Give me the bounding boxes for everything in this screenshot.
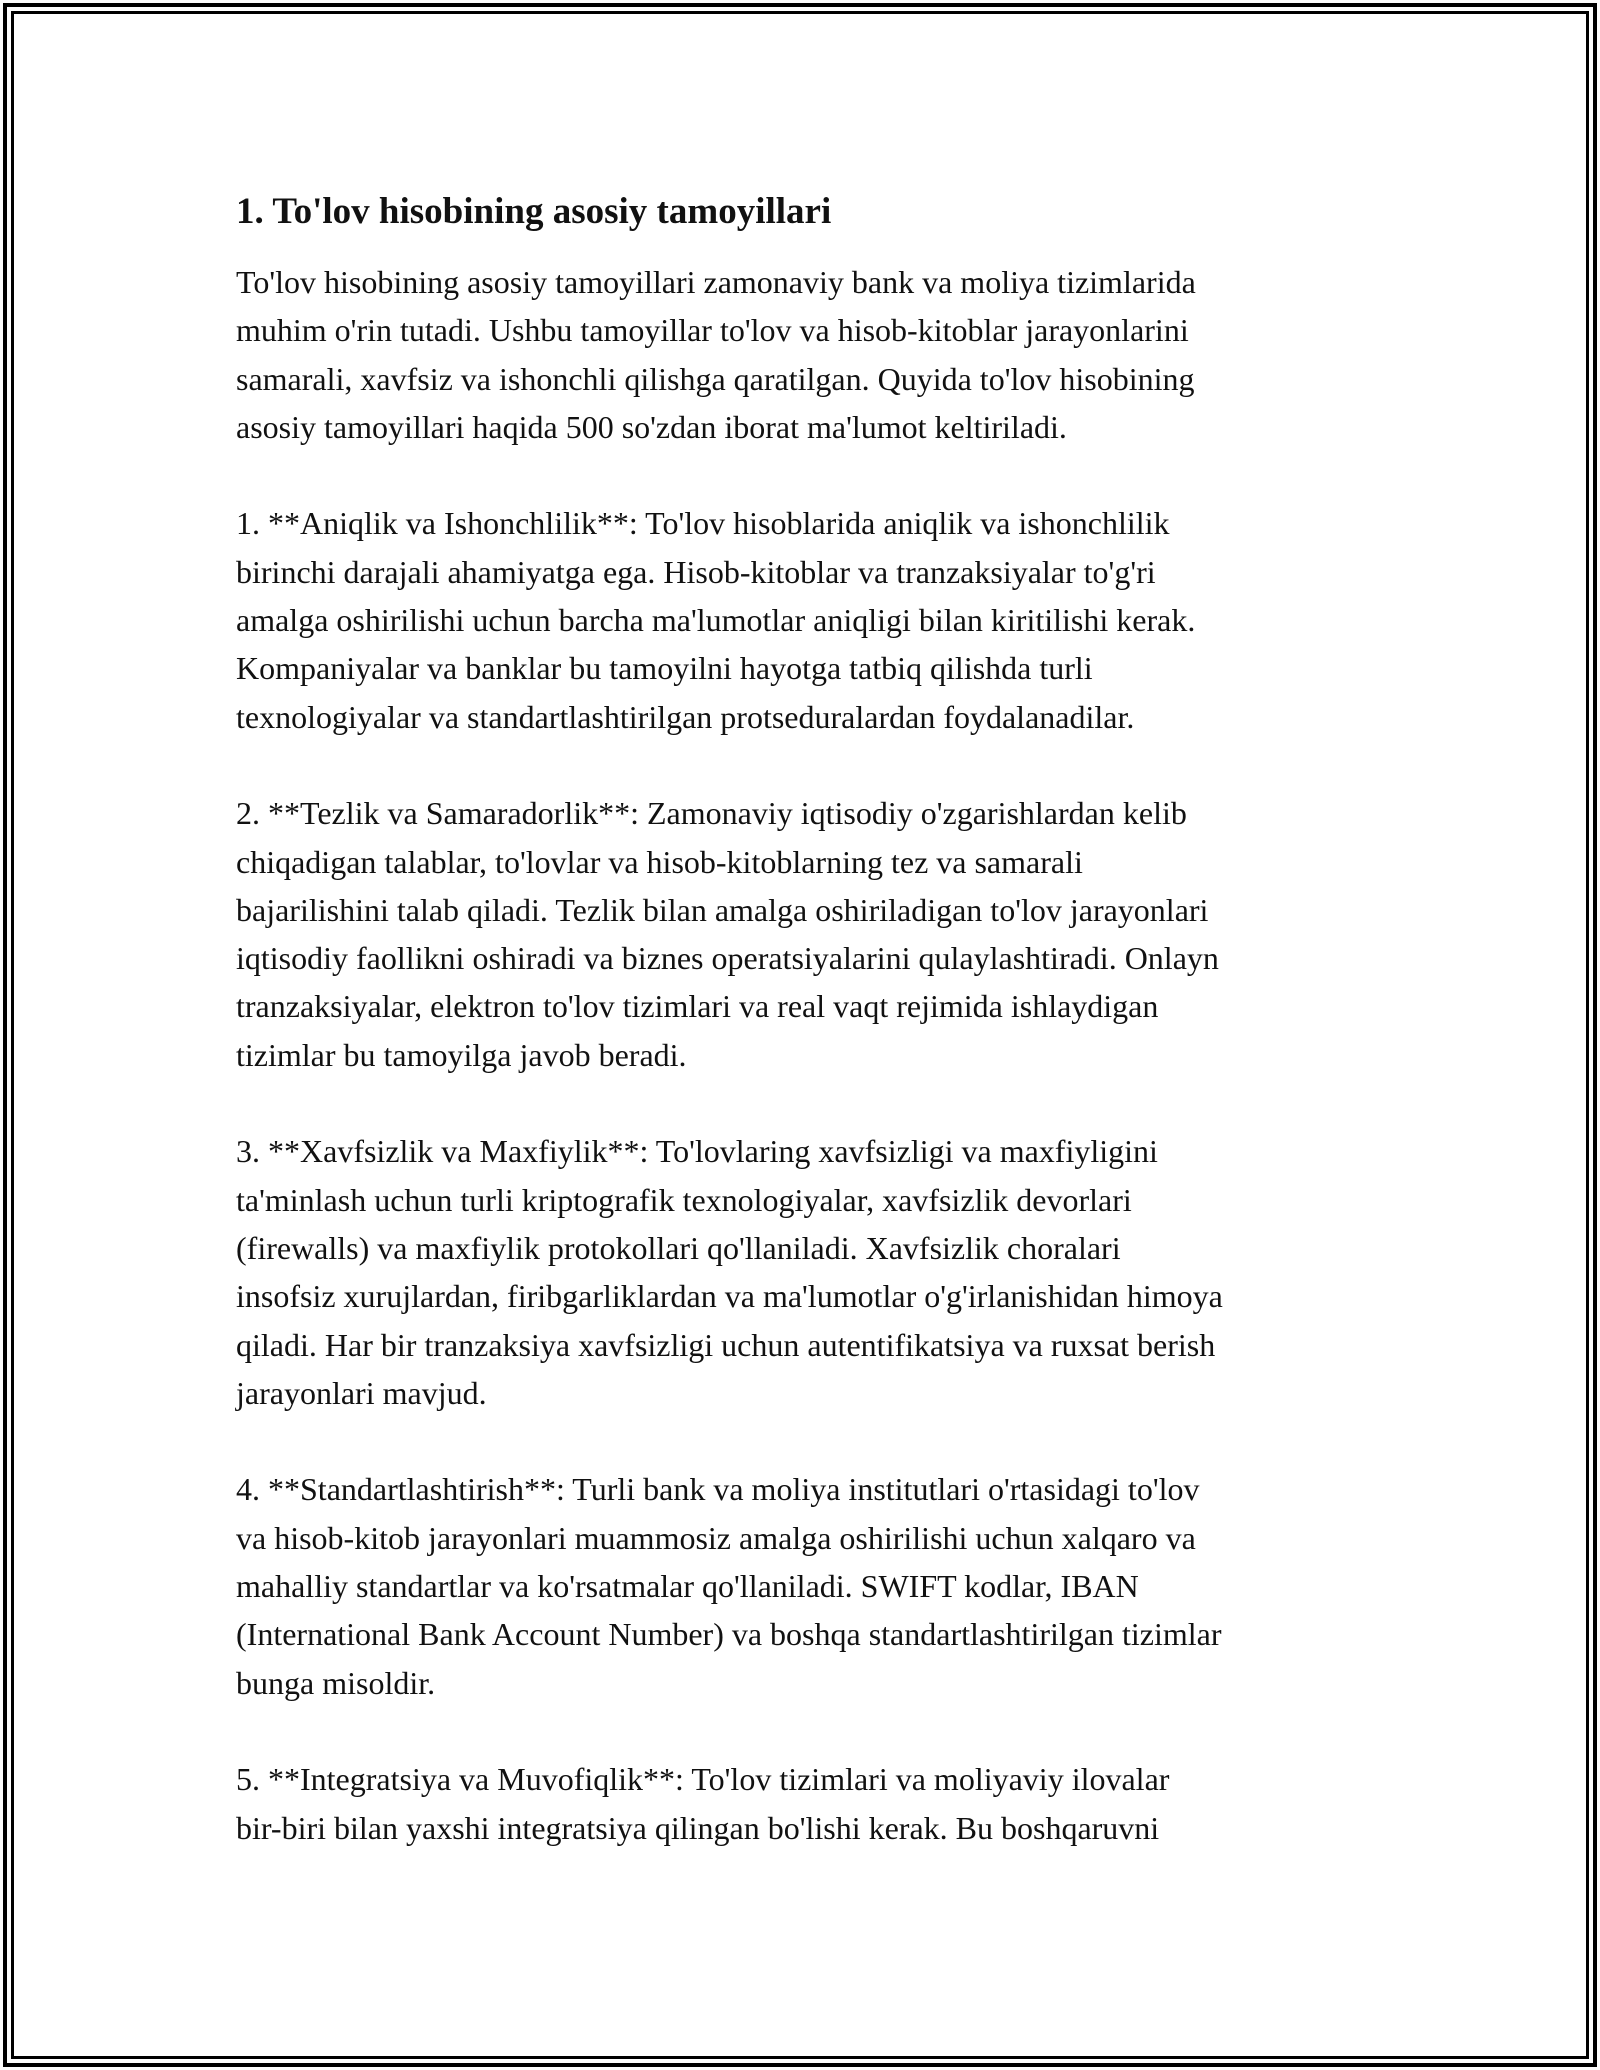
principle-4-paragraph — [236, 1465, 1376, 1706]
paragraph-line: 5. **Integratsiya va Muvofiqlik**: To'lov tizimlari va moliyaviy ilovalar — [236, 1761, 1170, 1798]
paragraph-line: ta'minlash uchun turli kriptografik texnologiyalar, xavfsizlik devorlari — [236, 1181, 1132, 1218]
paragraph-line: 4. **Standartlashtirish**: Turli bank va moliya institutlari o'rtasidagi to'lov — [236, 1471, 1200, 1508]
paragraph-line: amalga oshirilishi uchun barcha ma'lumotlar aniqligi bilan kiritilishi kerak. — [236, 602, 1196, 639]
paragraph-line: jarayonlari mavjud. — [236, 1374, 487, 1411]
paragraph-line: va hisob-kitob jarayonlari muammosiz amalga oshirilishi uchun xalqaro va — [236, 1519, 1196, 1556]
paragraph-line: iqtisodiy faollikni oshiradi va biznes operatsiyalarini qulaylashtiradi. Onlayn — [236, 940, 1219, 977]
document-body — [236, 188, 1376, 1900]
paragraph-line: bir-biri bilan yaxshi integratsiya qilingan bo'lishi kerak. Bu boshqaruvni — [236, 1809, 1160, 1846]
paragraph-line: muhim o'rin tutadi. Ushbu tamoyillar to'lov va hisob-kitoblar jarayonlarini — [236, 312, 1189, 349]
paragraph-line: 1. **Aniqlik va Ishonchlilik**: To'lov hisoblarida aniqlik va ishonchlilik — [236, 505, 1170, 542]
principle-3-paragraph — [236, 1127, 1376, 1417]
paragraph-line: bajarilishini talab qiladi. Tezlik bilan amalga oshiriladigan to'lov jarayonlari — [236, 891, 1209, 928]
paragraph-line: tizimlar bu tamoyilga javob beradi. — [236, 1036, 687, 1073]
principle-2-paragraph — [236, 789, 1376, 1079]
section-heading: 1. To'lov hisobining asosiy tamoyillari — [236, 191, 832, 232]
paragraph-line: asosiy tamoyillari haqida 500 so'zdan iborat ma'lumot keltiriladi. — [236, 408, 1067, 445]
paragraph-line: chiqadigan talablar, to'lovlar va hisob-kitoblarning tez va samarali — [236, 843, 1083, 880]
paragraph-line: qiladi. Har bir tranzaksiya xavfsizligi uchun autentifikatsiya va ruxsat berish — [236, 1326, 1216, 1363]
paragraph-line: tranzaksiyalar, elektron to'lov tizimlari va real vaqt rejimida ishlaydigan — [236, 988, 1159, 1025]
paragraph-line: samarali, xavfsiz va ishonchli qilishga qaratilgan. Quyida to'lov hisobining — [236, 360, 1195, 397]
paragraph-line: Kompaniyalar va banklar bu tamoyilni hayotga tatbiq qilishda turli — [236, 650, 1093, 687]
intro-paragraph — [236, 258, 1376, 451]
paragraph-line: (International Bank Account Number) va boshqa standartlashtirilgan tizimlar — [236, 1616, 1222, 1653]
paragraph-line: bunga misoldir. — [236, 1664, 436, 1701]
paragraph-line: 3. **Xavfsizlik va Maxfiylik**: To'lovlaring xavfsizligi va maxfiyligini — [236, 1133, 1158, 1170]
paragraph-line: 2. **Tezlik va Samaradorlik**: Zamonaviy iqtisodiy o'zgarishlardan kelib — [236, 795, 1187, 832]
paragraph-line: texnologiyalar va standartlashtirilgan protseduralardan foydalanadilar. — [236, 698, 1135, 735]
principle-1-paragraph — [236, 499, 1376, 740]
paragraph-line: (firewalls) va maxfiylik protokollari qo'llaniladi. Xavfsizlik choralari — [236, 1229, 1121, 1266]
paragraph-line: mahalliy standartlar va ko'rsatmalar qo'llaniladi. SWIFT kodlar, IBAN — [236, 1568, 1139, 1605]
principle-5-paragraph — [236, 1755, 1376, 1852]
paragraph-line: To'lov hisobining asosiy tamoyillari zamonaviy bank va moliya tizimlarida — [236, 264, 1196, 300]
paragraph-line: birinchi darajali ahamiyatga ega. Hisob-kitoblar va tranzaksiyalar to'g'ri — [236, 553, 1156, 590]
paragraph-line: insofsiz xurujlardan, firibgarliklardan va ma'lumotlar o'g'irlanishidan himoya — [236, 1278, 1223, 1315]
